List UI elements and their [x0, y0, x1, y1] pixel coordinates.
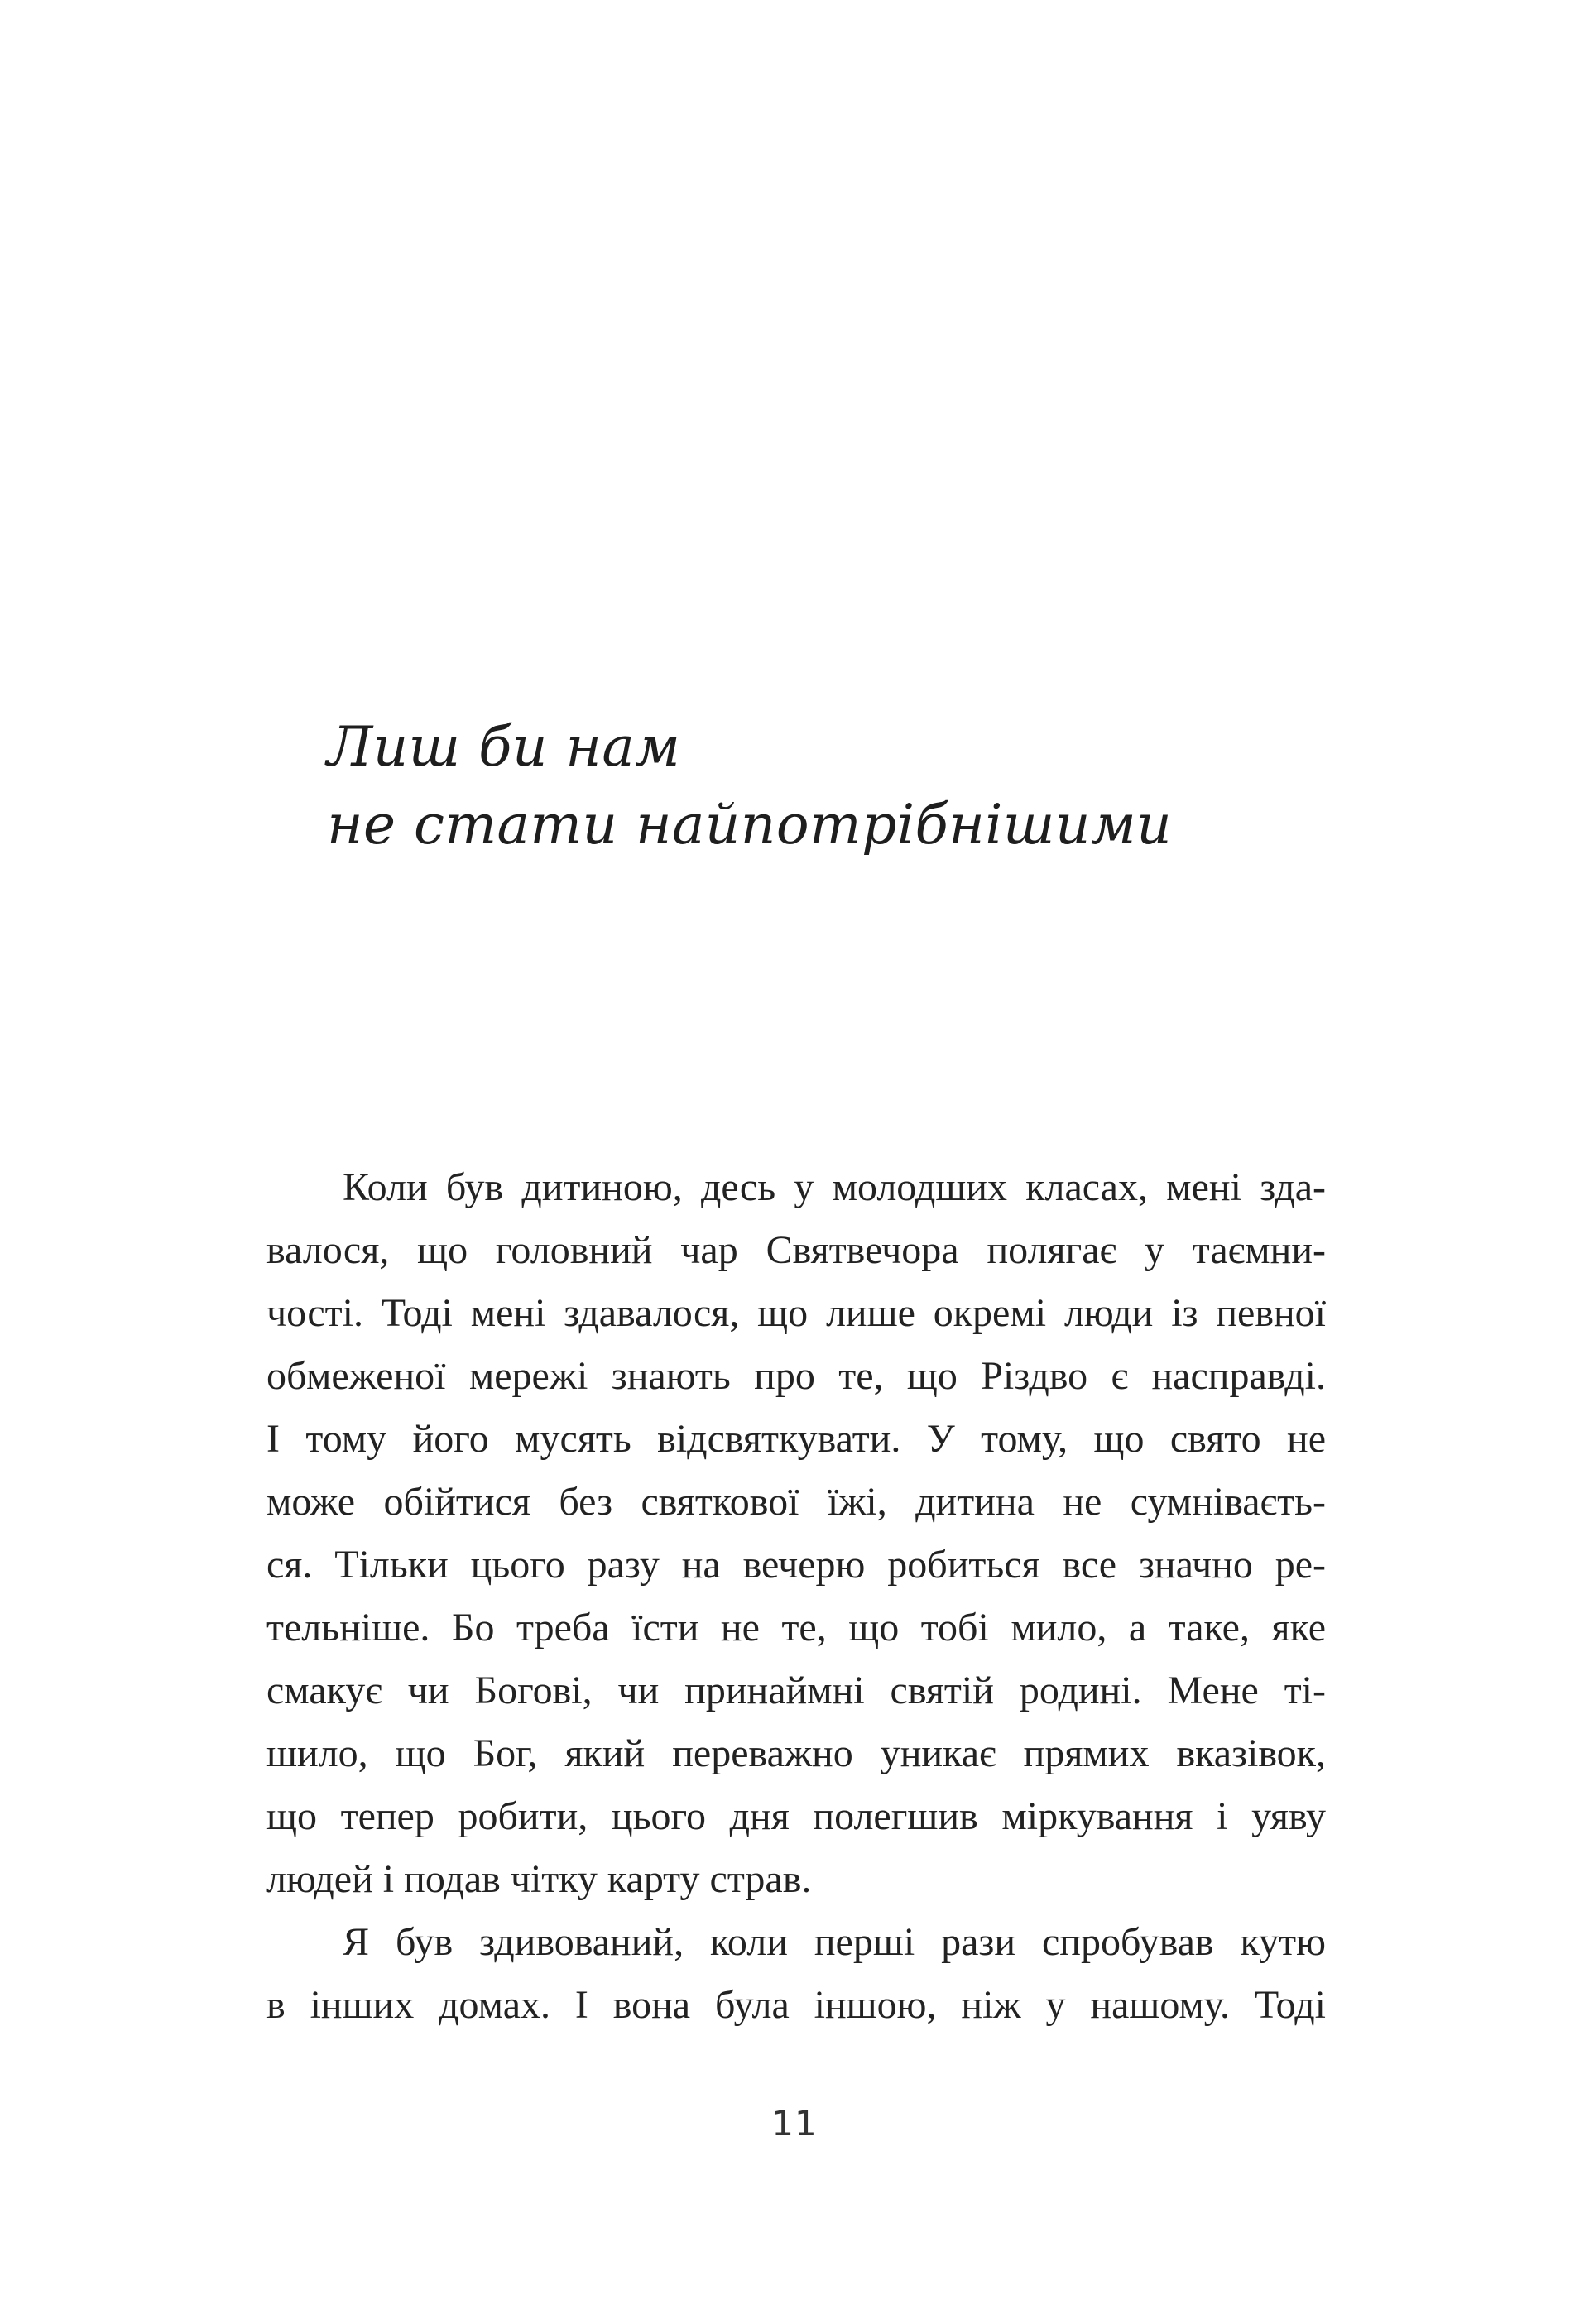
paragraph-2 [266, 1911, 1326, 2037]
text-line: обмеженої мережі знають про те, що Різдво є насправді. [266, 1354, 1326, 1398]
text-line: Я був здивований, коли перші рази спробував кутю [343, 1920, 1326, 1964]
text-line: І тому його мусять відсвяткувати. У тому, що свято не [266, 1417, 1326, 1461]
text-line: валося, що головний чар Святвечора полягає у таємни- [266, 1228, 1326, 1272]
paragraph-1 [266, 1156, 1326, 1911]
text-line: смакує чи Богові, чи принаймні святій родині. Мене ті- [266, 1669, 1326, 1712]
text-line: людей і подав чітку карту страв. [266, 1857, 812, 1901]
chapter-title-line-1: Лиш би нам [327, 715, 681, 779]
text-line: ся. Тільки цього разу на вечерю робиться все значно ре- [266, 1543, 1326, 1587]
body-text [266, 1156, 1326, 2037]
text-line: чості. Тоді мені здавалося, що лише окремі люди із певної [266, 1291, 1326, 1335]
text-line: що тепер робити, цього дня полегшив міркування і уяву [266, 1794, 1326, 1838]
text-line: в інших домах. І вона була іншою, ніж у нашому. Тоді [266, 1983, 1326, 2027]
text-line: тельніше. Бо треба їсти не те, що тобі мило, а таке, яке [266, 1606, 1326, 1649]
chapter-title-line-2: не стати найпотрібнішими [327, 793, 1173, 857]
text-line: Коли був дитиною, десь у молодших класах, мені зда- [343, 1165, 1326, 1209]
text-line: може обійтися без святкової їжі, дитина не сумніваєть- [266, 1480, 1326, 1524]
chapter-title [327, 708, 1403, 864]
page-number: 11 [771, 2103, 818, 2144]
text-line: шило, що Бог, який переважно уникає прямих вказівок, [266, 1731, 1326, 1775]
